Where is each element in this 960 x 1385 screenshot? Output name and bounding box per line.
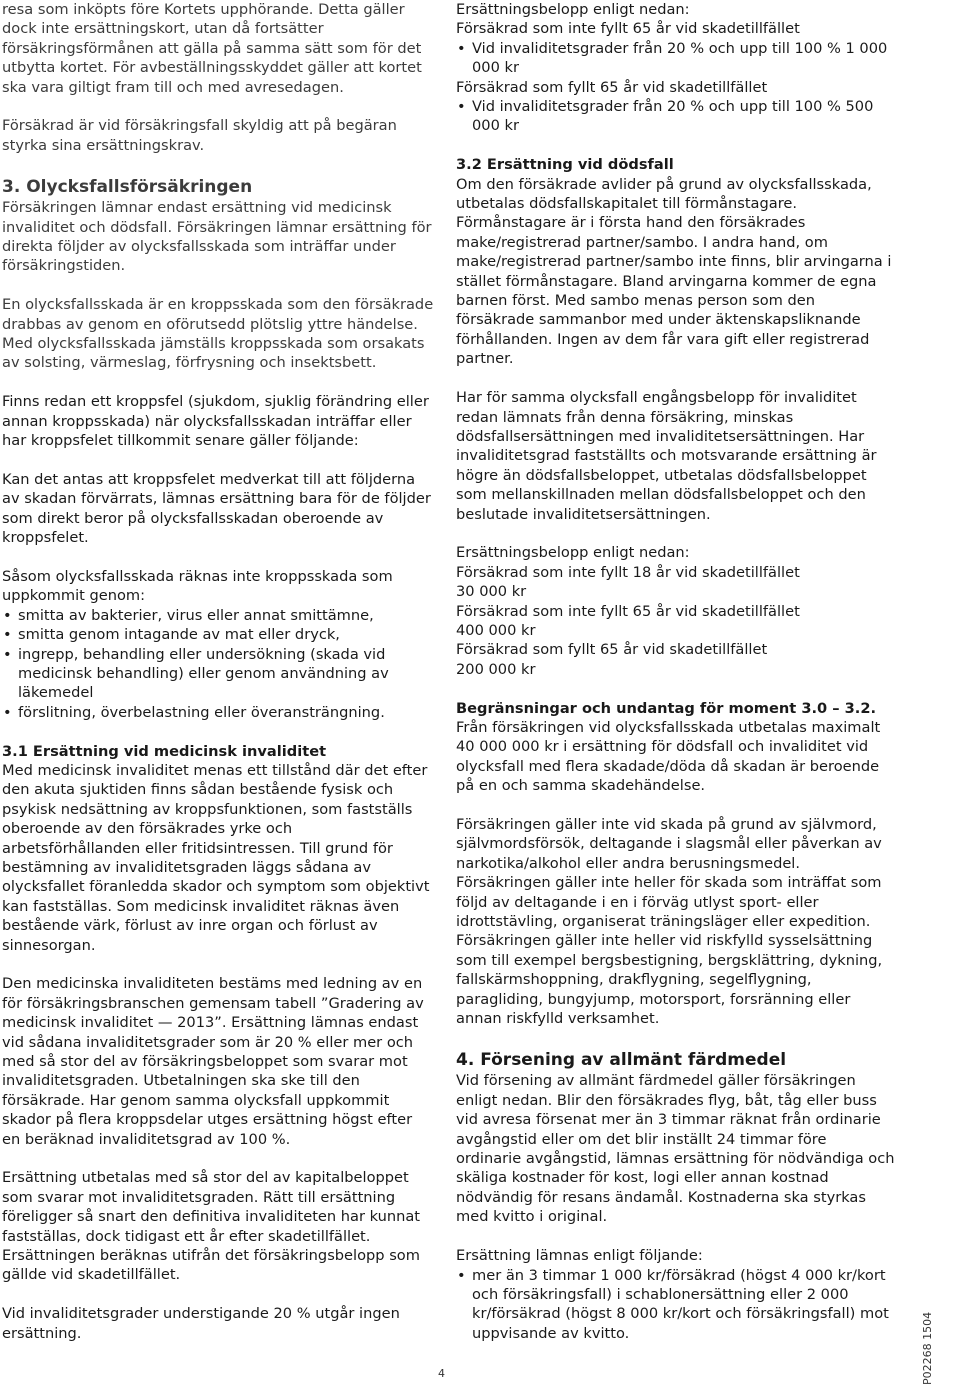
list-item: • ingrepp, behandling eller undersökning (skada vid medicinsk behandling) eller genom användning av läkemedel: [2, 645, 434, 703]
paragraph: En olycksfallsskada är en kroppsskada som den försäkrade drabbas av genom en oförutsedd plötslig yttre händelse. Med olycksfallsskada jämställs kroppsskada som orsakats av solsting, värmeslag, förfrysning och insektsbett.: [2, 296, 434, 372]
amount-list: [456, 97, 896, 136]
paragraph: Med medicinsk invaliditet menas ett tillstånd där det efter den akuta sjuktiden finns sådan bestående fysisk och psykisk nedsättning av kroppsfunktionen, som fastställs oberoende av den försäkrades yrke och arbetsförhållanden eller fritidsintressen. Till grund för bestämning av invaliditetsgraden läggs sådana av olycksfallet föranledda skador och symptom som objektivt kan fastställas. Som medicinsk invaliditet räknas även bestående värk, förlust av inre organ och förlust av sinnesorgan.: [2, 761, 430, 954]
right-column: [456, 0, 896, 1343]
paragraph: Från försäkringen vid olycksfallsskada utbetalas maximalt 40 000 000 kr i ersättning för dödsfall och invaliditet vid olycksfall med flera skadade/döda då skadan är beroende på en och samma skadehändelse.: [456, 718, 881, 795]
subsection-heading-32: 3.2 Ersättning vid dödsfall: [456, 156, 674, 174]
paragraph: resa som inköpts före Kortets upphörande. Detta gäller dock inte ersättningskort, utan då fortsätter försäkringsförmånen att gälla på samma sätt som för det utbytta kortet. För avbeställningsskyddet gäller att kortet ska vara giltigt fram till och med avresedagen.: [2, 1, 422, 96]
paragraph: Har för samma olycksfall engångsbelopp för invaliditet redan lämnats från denna försäkring, minskas dödsfallsersättningen med invaliditetsersättningen. Har invaliditetsgrad fastställts och motsvarande ersättning är högre än dödsfallsbeloppet, utbetalas dödsfallsbeloppet som mellanskillnaden mellan dödsfallsbeloppet och den beslutade invaliditetsersättningen.: [456, 389, 877, 523]
paragraph: Försäkrad som inte fyllt 65 år vid skadetillfället: [456, 20, 800, 38]
paragraph: Ersättning lämnas enligt följande:: [456, 1247, 703, 1265]
amount-list: [456, 39, 896, 78]
list-item: • smitta av bakterier, virus eller annat smittämne,: [2, 606, 434, 625]
list-item: • Vid invaliditetsgrader från 20 % och upp till 100 % 1 000 000 kr: [456, 39, 896, 78]
page-number: 4: [438, 1367, 445, 1380]
section-heading-olycksfall: 3. Olycksfallsförsäkringen: [2, 177, 253, 198]
paragraph: Den medicinska invaliditeten bestäms med ledning av en för försäkringsbranschen gemensam tabell ”Gradering av medicinsk invaliditet — 2013”. Ersättning lämnas endast vid sådana invaliditetsgrader som är 20 % eller mer och med så stor del av försäkringsbeloppet som svarar mot invaliditetsgraden. Utbetalningen ska ske till den försäkrade. Har genom samma olycksfall uppkommit skador på flera kroppsdelar utges ersättning högst efter en beräknad invaliditetsgrad av 100 %.: [2, 975, 424, 1148]
paragraph: Försäkrad som fyllt 65 år vid skadetillfället: [456, 641, 768, 659]
section-heading-delay: 4. Försening av allmänt färdmedel: [456, 1050, 787, 1071]
paragraph: Försäkrad som inte fyllt 65 år vid skadetillfället: [456, 602, 800, 620]
amount-value: 400 000 kr: [456, 621, 536, 639]
compensation-list: [456, 1266, 896, 1344]
list-item: • mer än 3 timmar 1 000 kr/försäkrad (högst 4 000 kr/kort och försäkringsfall) i schablonersättning eller 2 000 kr/försäkrad (högst 8 000 kr/kort och försäkringsfall) mot uppvisande av kvitto.: [456, 1266, 896, 1344]
list-item: • Vid invaliditetsgrader från 20 % och upp till 100 % 500 000 kr: [456, 97, 896, 136]
paragraph: Kan det antas att kroppsfelet medverkat till att följderna av skadan förvärrats, lämnas ersättning bara för de följder som direkt beror på olycksfallsskadan oberoende av kroppsfelet.: [2, 470, 431, 547]
amount-value: 200 000 kr: [456, 660, 536, 678]
left-column: [2, 0, 434, 1343]
paragraph: Såsom olycksfallsskada räknas inte kroppsskada som uppkommit genom:: [2, 567, 393, 605]
paragraph: Vid försening av allmänt färdmedel gäller försäkringen enligt nedan. Blir den försäkrades flyg, båt, tåg eller buss vid avresa försenat mer än 3 timmar räknat från ordinarie avgångstid eller om det blir inställt 24 timmar före ordinarie avgångstid, lämnas ersättning för nödvändiga och skäliga kostnader för kost, logi eller annan kostnad nödvändig för resans ändamål. Kostnaderna ska styrkas med kvitto i original.: [456, 1072, 895, 1226]
subsection-heading-limits: Begränsningar och undantag för moment 3.0 – 3.2.: [456, 699, 877, 717]
document-code: P02268 1504: [921, 1311, 934, 1385]
exclusion-list: [2, 606, 434, 722]
paragraph: Försäkringen gäller inte vid skada på grund av självmord, självmordsförsök, deltagande i slagsmål eller påverkan av narkotika/alkohol eller andra berusningsmedel. Försäkringen gäller inte heller för skada som inträffat som följd av deltagande i en i förväg utlyst sport- eller idrottstävling, organiserat träningsläger eller expedition. Försäkringen gäller inte heller vid riskfylld sysselsättning som till exempel bergsbestigning, bergsklättring, dykning, fallskärmshoppning, drakflygning, segelflygning, paragliding, bungyjump, motorsport, forsränning eller annan riskfylld verksamhet.: [456, 815, 883, 1028]
paragraph: Ersättningsbelopp enligt nedan:: [456, 1, 690, 18]
paragraph: Finns redan ett kroppsfel (sjukdom, sjuklig förändring eller annan kroppsskada) när olycksfallsskadan inträffar eller har kroppsfelet tillkommit senare gäller följande:: [2, 393, 429, 450]
paragraph: Försäkrad som fyllt 65 år vid skadetillfället: [456, 78, 768, 96]
list-item: • förslitning, överbelastning eller överansträngning.: [2, 703, 434, 722]
paragraph: Vid invaliditetsgrader understigande 20 % utgår ingen ersättning.: [2, 1305, 400, 1342]
amount-value: 30 000 kr: [456, 583, 527, 601]
paragraph: Om den försäkrade avlider på grund av olycksfallsskada, utbetalas dödsfallskapitalet till förmånstagare. Förmånstagare är i första hand den försäkrades make/registrerad partner/sambo. I andra hand, om make/registrerad partner/sambo inte finns, blir arvingarna i stället förmånstagare. Bland arvingarna kommer de egna barnen först. Med sambo menas person som den försäkrade sammanbor med under äktenskapsliknande förhållanden. Ingen av dem får vara gift eller registrerad partner.: [456, 175, 892, 368]
paragraph: Försäkrad är vid försäkringsfall skyldig att på begäran styrka sina ersättningskrav.: [2, 117, 397, 154]
subsection-heading-31: 3.1 Ersättning vid medicinsk invaliditet: [2, 742, 327, 760]
list-item: • smitta genom intagande av mat eller dryck,: [2, 625, 434, 644]
paragraph: Försäkrad som inte fyllt 18 år vid skadetillfället: [456, 563, 800, 581]
paragraph: Försäkringen lämnar endast ersättning vid medicinsk invaliditet och dödsfall. Försäkringen lämnar ersättning för direkta följder av olycksfallsskada som inträffar under försäkringstiden.: [2, 199, 432, 275]
paragraph: Ersättningsbelopp enligt nedan:: [456, 544, 690, 562]
paragraph: Ersättning utbetalas med så stor del av kapitalbeloppet som svarar mot invaliditetsgraden. Rätt till ersättning föreligger så snart den definitiva invaliditeten har kunnat fastställas, dock tidigast ett år efter skadetillfället. Ersättningen beräknas utifrån det försäkringsbelopp som gällde vid skadetillfället.: [2, 1169, 421, 1284]
